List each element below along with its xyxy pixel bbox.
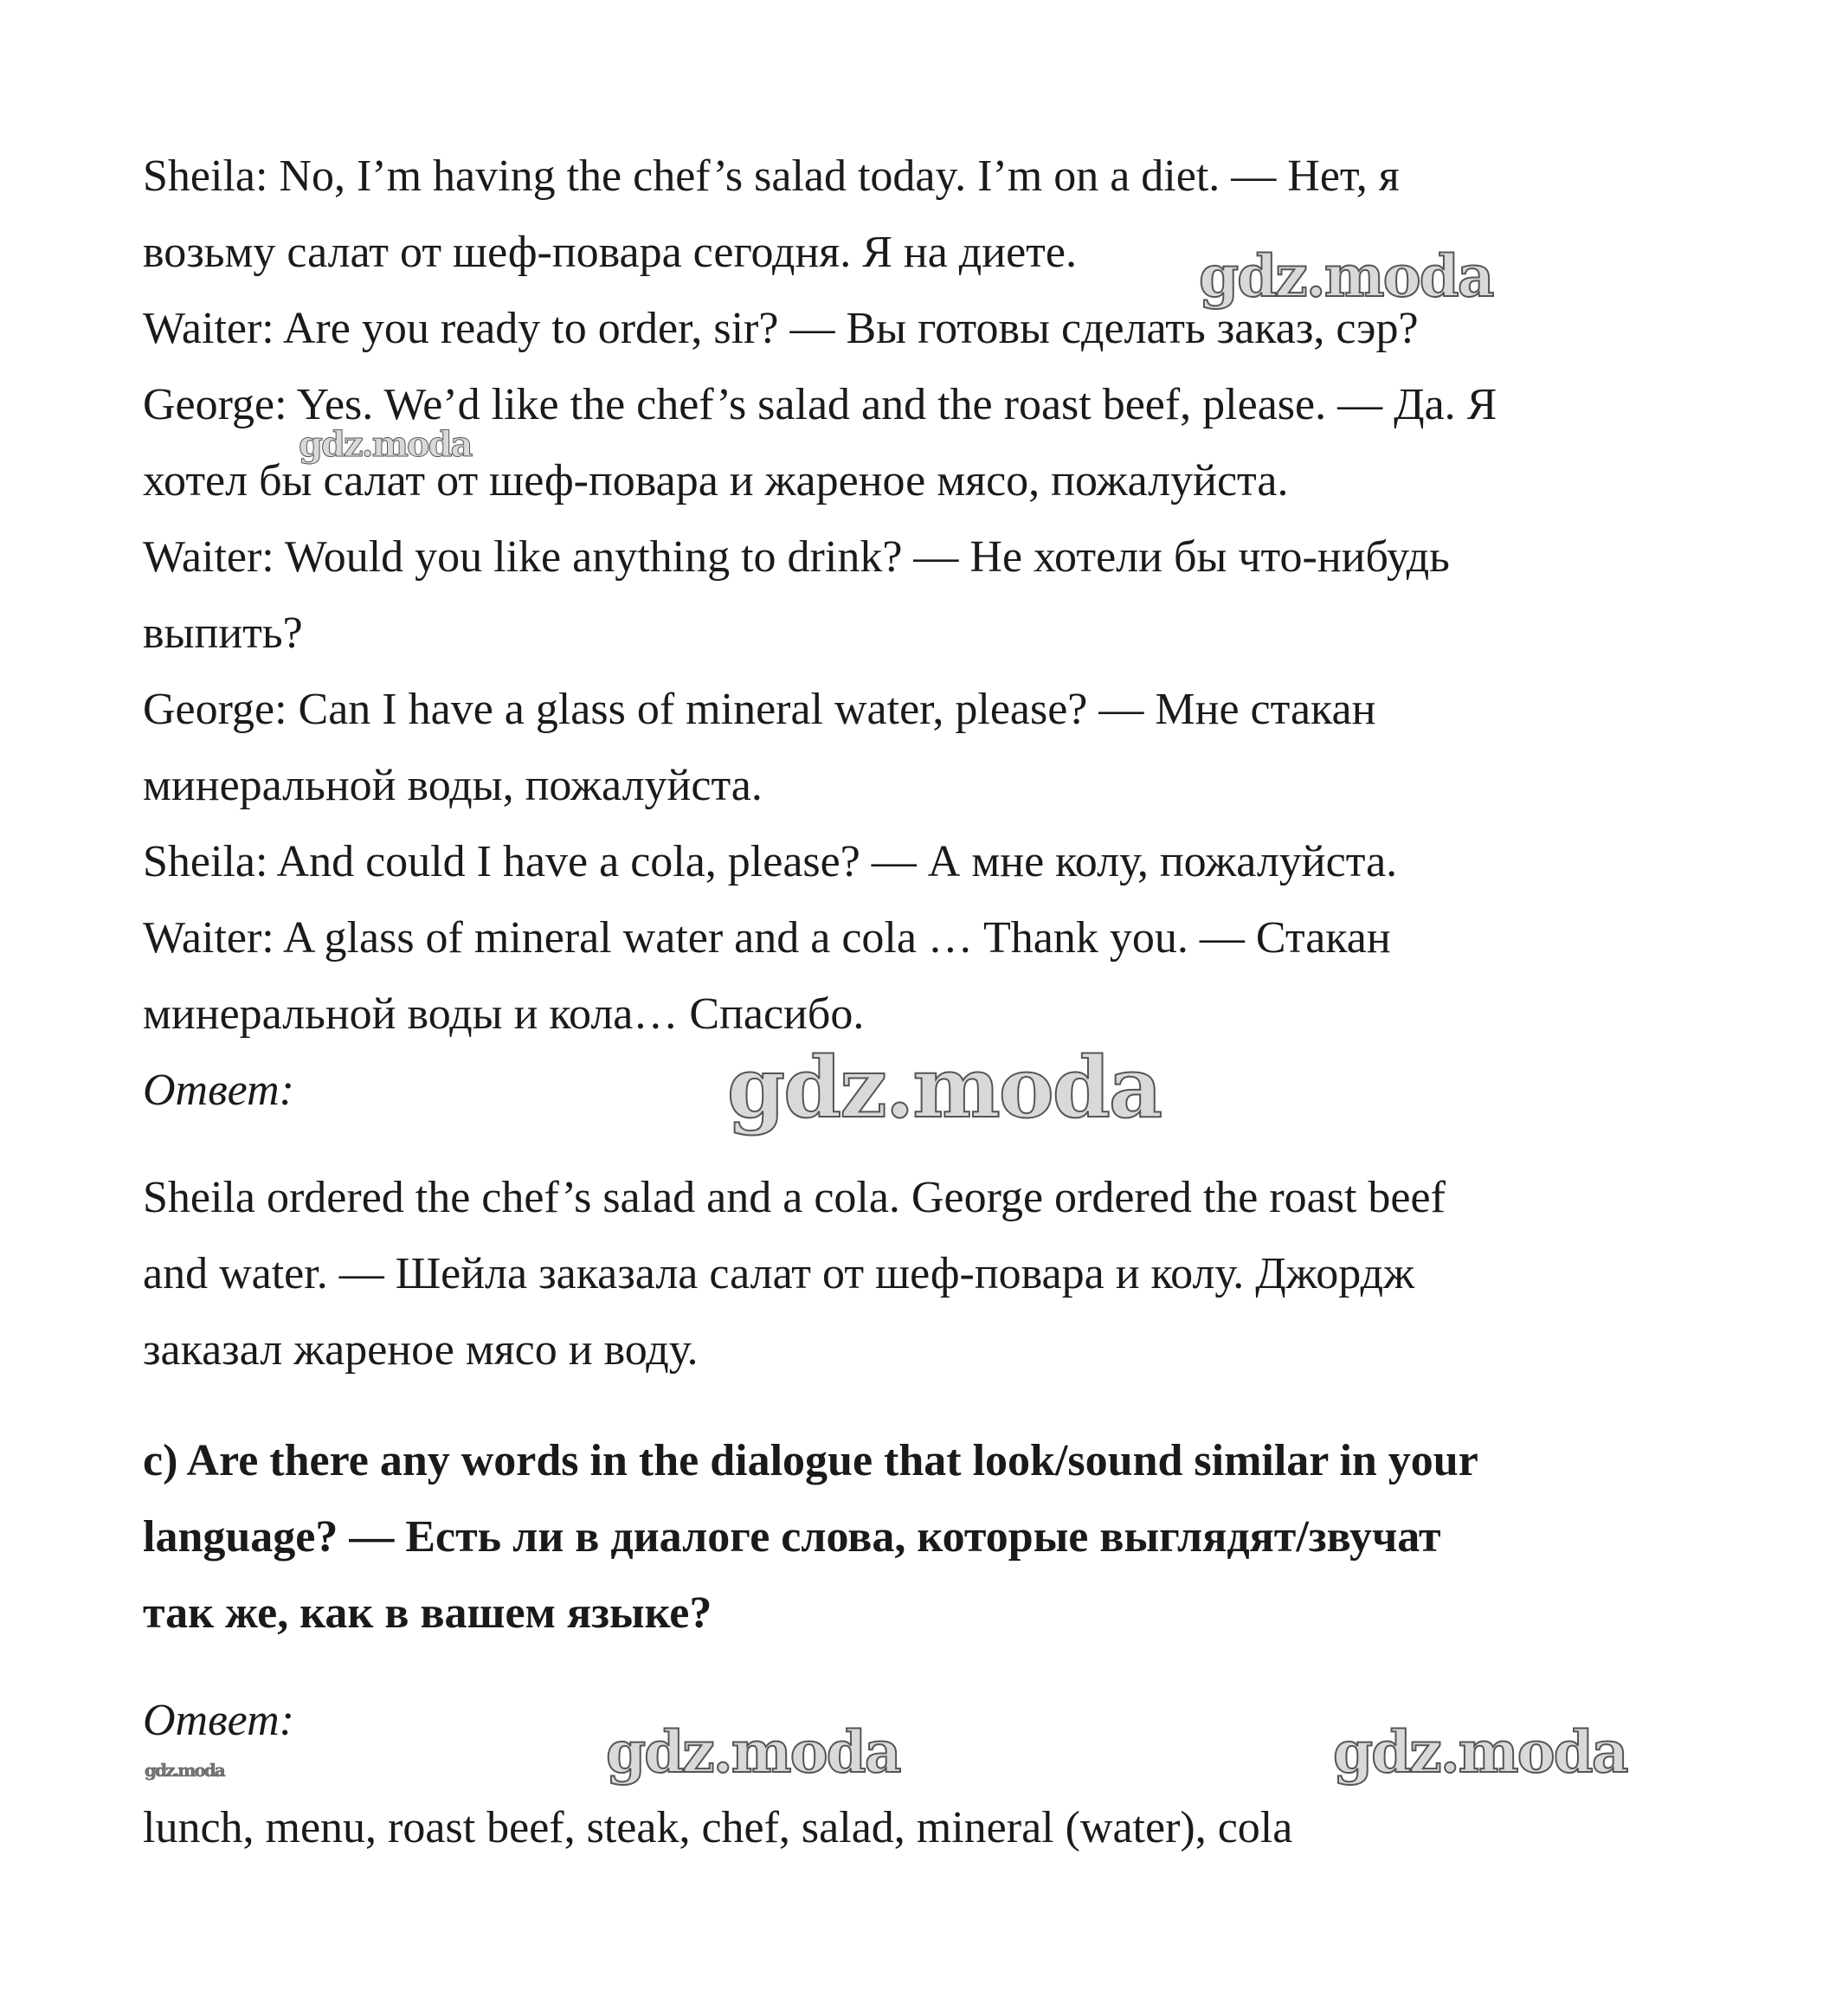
answer-label: Ответ: — [143, 1066, 294, 1115]
question-line: language? — Есть ли в диалоге слова, которые выглядят/звучат — [143, 1512, 1441, 1562]
answer-c-label: Ответ: — [143, 1696, 294, 1745]
dialogue-line: Waiter: A glass of mineral water and a cola … Thank you. — Стакан — [143, 913, 1391, 963]
answer-line: Sheila ordered the chef’s salad and a cola. George ordered the roast beef — [143, 1173, 1446, 1222]
watermark: gdz.moda — [145, 1760, 224, 1781]
watermark: gdz.moda — [606, 1718, 900, 1786]
watermark: gdz.moda — [1333, 1718, 1627, 1786]
dialogue-line: Sheila: No, I’m having the chef’s salad today. I’m on a diet. — Нет, я — [143, 151, 1400, 201]
dialogue-line: Sheila: And could I have a cola, please? — А мне колу, пожалуйста. — [143, 837, 1398, 886]
dialogue-line: выпить? — [143, 609, 303, 658]
dialogue-line: минеральной воды и кола… Спасибо. — [143, 989, 865, 1039]
dialogue-line: George: Can I have a glass of mineral water, please? — Мне стакан — [143, 685, 1376, 734]
dialogue-line: Waiter: Would you like anything to drink? — Не хотели бы что-нибудь — [143, 532, 1450, 582]
document-page — [143, 138, 1718, 1866]
question-line: так же, как в вашем языке? — [143, 1588, 712, 1638]
watermark: gdz.moda — [727, 1039, 1162, 1137]
dialogue-line: хотел бы салат от шеф-повара и жареное мясо, пожалуйста. — [143, 456, 1289, 506]
answer-line: and water. — Шейла заказала салат от шеф-повара и колу. Джордж — [143, 1249, 1414, 1298]
dialogue-line: George: Yes. We’d like the chef’s salad and the roast beef, please. — Да. Я — [143, 380, 1497, 429]
dialogue-line: возьму салат от шеф-повара сегодня. Я на диете. — [143, 228, 1077, 277]
dialogue-line: минеральной воды, пожалуйста. — [143, 761, 763, 810]
dialogue-line: Waiter: Are you ready to order, sir? — Вы готовы сделать заказ, сэр? — [143, 304, 1419, 353]
question-line: c) Are there any words in the dialogue that look/sound similar in your — [143, 1436, 1478, 1485]
answer-line: заказал жареное мясо и воду. — [143, 1325, 699, 1375]
answer-c-text: lunch, menu, roast beef, steak, chef, salad, mineral (water), cola — [143, 1803, 1293, 1852]
watermark: gdz.moda — [1199, 242, 1493, 310]
watermark: gdz.moda — [299, 424, 472, 465]
